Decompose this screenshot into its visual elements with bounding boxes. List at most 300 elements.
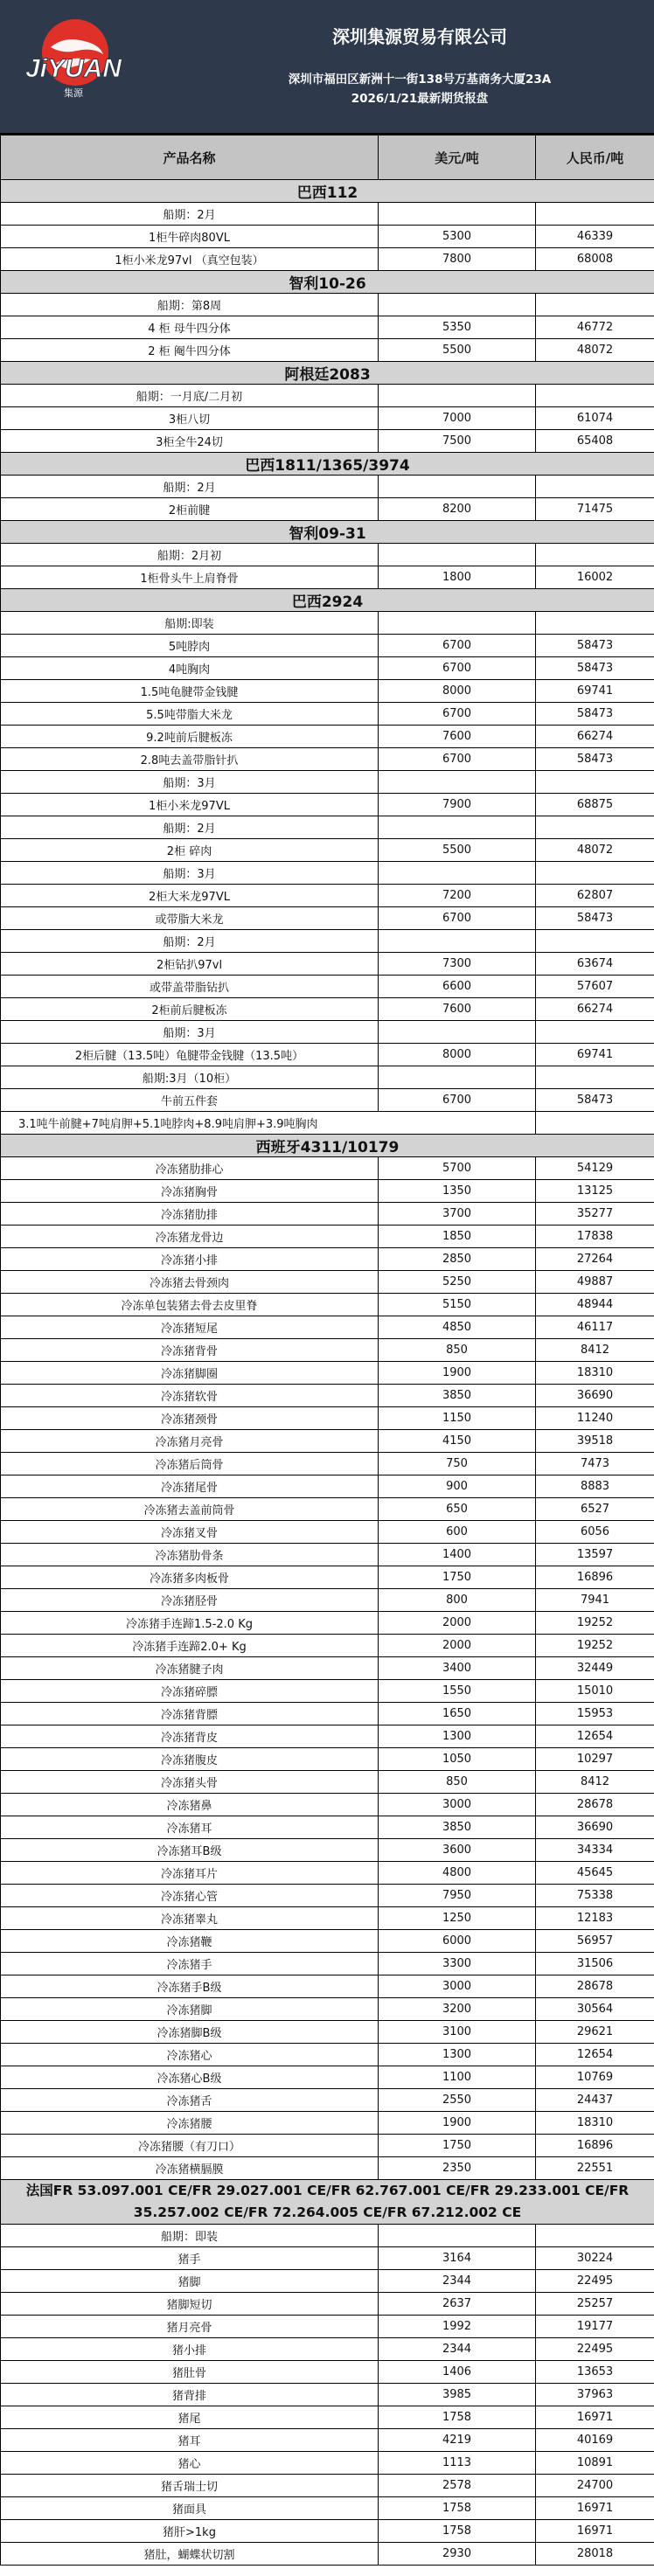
usd-price-cell: 7800	[379, 248, 536, 271]
usd-price-cell: 1750	[379, 1566, 536, 1589]
product-name-cell: 冷冻猪月亮骨	[1, 1430, 379, 1453]
cny-price-cell: 46339	[536, 226, 654, 248]
usd-price-cell: 3164	[379, 2247, 536, 2270]
product-name-cell: 船期：一月底/二月初	[1, 385, 379, 407]
cny-price-cell	[536, 862, 654, 885]
cny-price-cell: 8883	[536, 1475, 654, 1498]
section-header	[1, 362, 654, 385]
cny-price-cell: 15953	[536, 1703, 654, 1725]
product-name-cell: 冷冻猪横膈膜	[1, 2157, 379, 2180]
cny-price-cell: 12183	[536, 1907, 654, 1930]
usd-price-cell: 6700	[379, 635, 536, 657]
price-row	[1, 1521, 654, 1544]
usd-price-cell: 1850	[379, 1226, 536, 1248]
column-header-row	[1, 135, 654, 180]
product-name-cell: 冷冻猪睾丸	[1, 1907, 379, 1930]
price-row	[1, 1544, 654, 1566]
usd-price-cell	[379, 862, 536, 885]
usd-price-cell: 850	[379, 1771, 536, 1794]
product-name-cell: 5.5吨带脂大米龙	[1, 703, 379, 726]
price-row	[1, 294, 654, 316]
cny-price-cell: 7941	[536, 1589, 654, 1612]
section-header	[1, 271, 654, 294]
price-row	[1, 476, 654, 498]
price-row	[1, 1794, 654, 1816]
cny-price-cell	[536, 1021, 654, 1044]
cny-price-cell: 69741	[536, 1044, 654, 1066]
price-row	[1, 316, 654, 339]
usd-price-cell: 1900	[379, 1362, 536, 1385]
price-row	[1, 566, 654, 589]
price-row	[1, 1157, 654, 1180]
price-row	[1, 430, 654, 453]
cny-price-cell	[536, 930, 654, 953]
cny-price-cell: 18310	[536, 1362, 654, 1385]
price-row	[1, 2452, 654, 2475]
logo-wordmark: JiYUAN	[24, 54, 122, 83]
section-title: 智利10-26	[1, 271, 654, 294]
product-name-cell: 2柜钻扒97vl	[1, 953, 379, 976]
product-name-cell: 冷冻猪心B级	[1, 2066, 379, 2089]
cny-price-cell: 28678	[536, 1975, 654, 1998]
price-row	[1, 1816, 654, 1839]
price-row	[1, 1180, 654, 1203]
product-name-cell: 冷冻猪腰（有刀口）	[1, 2135, 379, 2157]
usd-price-cell: 1150	[379, 1407, 536, 1430]
price-row	[1, 2475, 654, 2497]
sheet-header	[0, 0, 654, 135]
price-row	[1, 1475, 654, 1498]
product-name-cell: 猪肝>1kg	[1, 2520, 379, 2543]
usd-price-cell: 3850	[379, 1385, 536, 1407]
product-name-cell: 冷冻猪后筒骨	[1, 1453, 379, 1475]
price-row	[1, 1430, 654, 1453]
usd-price-cell	[379, 816, 536, 839]
cny-price-cell	[536, 476, 654, 498]
product-name-cell: 冷冻猪背皮	[1, 1725, 379, 1748]
product-name-cell: 猪肚，蝴蝶状切割	[1, 2543, 379, 2566]
price-row	[1, 771, 654, 794]
usd-price-cell: 600	[379, 1521, 536, 1544]
cny-price-cell: 68875	[536, 794, 654, 816]
usd-price-cell: 3400	[379, 1657, 536, 1680]
cny-price-cell: 16896	[536, 1566, 654, 1589]
usd-price-cell: 5500	[379, 839, 536, 862]
price-row	[1, 2497, 654, 2520]
product-name-cell: 冷冻猪背骨	[1, 1339, 379, 1362]
price-row	[1, 2089, 654, 2112]
product-name-cell: 4 柜 母牛四分体	[1, 316, 379, 339]
cny-price-cell: 56957	[536, 1930, 654, 1953]
price-row	[1, 2384, 654, 2406]
cny-price-cell: 39518	[536, 1430, 654, 1453]
usd-price-cell	[379, 771, 536, 794]
usd-price-cell	[379, 2225, 536, 2247]
cny-price-cell: 58473	[536, 657, 654, 680]
cny-price-cell: 65408	[536, 430, 654, 453]
cny-price-cell: 29621	[536, 2021, 654, 2044]
usd-price-cell	[379, 385, 536, 407]
usd-price-cell: 4800	[379, 1862, 536, 1885]
product-name-cell: 2 柜 阉牛四分体	[1, 339, 379, 362]
usd-price-cell: 5350	[379, 316, 536, 339]
price-row	[1, 862, 654, 885]
product-name-cell: 2柜 碎肉	[1, 839, 379, 862]
usd-price-cell: 7950	[379, 1885, 536, 1907]
product-name-cell: 冷冻猪小排	[1, 1248, 379, 1271]
price-row	[1, 885, 654, 907]
cny-price-cell: 28018	[536, 2543, 654, 2566]
product-name-cell: 冷冻猪鞭	[1, 1930, 379, 1953]
price-row	[1, 1021, 654, 1044]
product-name-cell: 4吨胸肉	[1, 657, 379, 680]
price-row	[1, 2429, 654, 2452]
usd-price-cell: 3850	[379, 1816, 536, 1839]
price-row	[1, 226, 654, 248]
price-row	[1, 407, 654, 430]
cny-price-cell	[536, 544, 654, 566]
cny-price-cell: 37963	[536, 2384, 654, 2406]
price-row	[1, 1589, 654, 1612]
usd-price-cell	[379, 544, 536, 566]
cny-price-cell: 17838	[536, 1226, 654, 1248]
cny-price-cell: 22495	[536, 2270, 654, 2293]
price-row	[1, 1725, 654, 1748]
cny-price-cell: 12654	[536, 1725, 654, 1748]
product-name-cell: 船期：2月	[1, 816, 379, 839]
section-title: 阿根廷2083	[1, 362, 654, 385]
product-name-cell: 9.2吨前后腱板冻	[1, 726, 379, 748]
cny-price-cell: 58473	[536, 635, 654, 657]
product-name-cell: 冷冻猪尾骨	[1, 1475, 379, 1498]
cny-price-cell: 32449	[536, 1657, 654, 1680]
cny-price-cell: 6056	[536, 1521, 654, 1544]
price-row	[1, 2157, 654, 2180]
product-name-cell: 猪背排	[1, 2384, 379, 2406]
cny-price-cell: 13653	[536, 2361, 654, 2384]
product-name-cell: 船期：3月	[1, 1021, 379, 1044]
price-row	[1, 1294, 654, 1316]
usd-price-cell: 7900	[379, 794, 536, 816]
usd-price-cell: 900	[379, 1475, 536, 1498]
usd-price-cell: 800	[379, 1589, 536, 1612]
cny-price-cell: 11240	[536, 1407, 654, 1430]
cny-price-cell: 15010	[536, 1680, 654, 1703]
cny-price-cell: 68008	[536, 248, 654, 271]
product-name-cell: 船期：2月	[1, 476, 379, 498]
usd-price-cell: 5300	[379, 226, 536, 248]
product-name-cell: 冷冻猪头骨	[1, 1771, 379, 1794]
product-name-cell: 冷冻猪短尾	[1, 1316, 379, 1339]
usd-price-cell: 7200	[379, 885, 536, 907]
cny-price-cell: 28678	[536, 1794, 654, 1816]
cny-price-cell: 19252	[536, 1635, 654, 1657]
cny-price-cell: 31506	[536, 1953, 654, 1975]
price-row	[1, 680, 654, 703]
cny-price-cell: 63674	[536, 953, 654, 976]
usd-price-cell: 750	[379, 1453, 536, 1475]
cny-price-cell	[536, 385, 654, 407]
cny-price-cell: 16971	[536, 2520, 654, 2543]
usd-price-cell: 8000	[379, 680, 536, 703]
price-row	[1, 1566, 654, 1589]
usd-price-cell: 4850	[379, 1316, 536, 1339]
cny-price-cell: 7473	[536, 1453, 654, 1475]
usd-price-cell: 5700	[379, 1157, 536, 1180]
price-row	[1, 2021, 654, 2044]
price-table-body	[1, 180, 654, 2566]
product-name-cell: 冷冻猪手连蹄2.0+ Kg	[1, 1635, 379, 1657]
product-name-cell: 猪月亮骨	[1, 2316, 379, 2338]
price-row	[1, 953, 654, 976]
usd-price-cell: 3300	[379, 1953, 536, 1975]
price-row	[1, 1226, 654, 1248]
product-name-cell: 冷冻猪手B级	[1, 1975, 379, 1998]
product-name-cell: 船期：2月初	[1, 544, 379, 566]
section-header	[1, 453, 654, 476]
cny-price-cell: 13125	[536, 1180, 654, 1203]
price-row	[1, 635, 654, 657]
price-row	[1, 1089, 654, 1112]
product-name-cell: 冷冻猪背膘	[1, 1703, 379, 1725]
usd-price-cell: 6700	[379, 1089, 536, 1112]
section-title: 巴西2924	[1, 589, 654, 612]
product-name-cell: 船期：2月	[1, 930, 379, 953]
company-address: 深圳市福田区新洲十一街138号万基商务大厦23A	[288, 73, 552, 87]
usd-price-cell: 4219	[379, 2429, 536, 2452]
price-row	[1, 1044, 654, 1066]
price-row	[1, 544, 654, 566]
price-row	[1, 1362, 654, 1385]
usd-price-cell: 1992	[379, 2316, 536, 2338]
product-name-cell: 1.5吨龟腱带金钱腱	[1, 680, 379, 703]
usd-price-cell: 2344	[379, 2270, 536, 2293]
section-header	[1, 2180, 654, 2225]
cny-price-cell: 10769	[536, 2066, 654, 2089]
price-row	[1, 1635, 654, 1657]
product-name-cell: 冷冻猪鼻	[1, 1794, 379, 1816]
usd-price-cell: 1350	[379, 1180, 536, 1203]
price-row	[1, 1112, 654, 1135]
price-row	[1, 1612, 654, 1635]
product-name-cell: 冷冻猪龙骨边	[1, 1226, 379, 1248]
cny-price-cell: 10891	[536, 2452, 654, 2475]
cny-price-cell: 57607	[536, 976, 654, 998]
product-name-cell: 冷冻猪胫骨	[1, 1589, 379, 1612]
price-row	[1, 1316, 654, 1339]
product-name-cell: 冷冻猪耳B级	[1, 1839, 379, 1862]
cny-price-cell	[536, 2225, 654, 2247]
cny-price-cell: 48072	[536, 339, 654, 362]
product-name-cell: 2柜前后腱板冻	[1, 998, 379, 1021]
cny-price-cell: 19252	[536, 1612, 654, 1635]
product-name-cell: 船期：3月	[1, 771, 379, 794]
cny-price-cell: 46117	[536, 1316, 654, 1339]
product-name-cell: 船期:即装	[1, 612, 379, 635]
product-name-cell: 猪脚短切	[1, 2293, 379, 2316]
price-row	[1, 816, 654, 839]
cny-price-cell: 13597	[536, 1544, 654, 1566]
product-name-cell: 冷冻猪叉骨	[1, 1521, 379, 1544]
logo-subtext: 集源	[64, 87, 83, 99]
cny-price-cell: 6527	[536, 1498, 654, 1521]
product-name-cell: 冷冻猪心管	[1, 1885, 379, 1907]
product-name-cell: 船期：即装	[1, 2225, 379, 2247]
usd-price-cell: 1100	[379, 2066, 536, 2089]
cny-price-cell: 48072	[536, 839, 654, 862]
cny-price-cell: 8412	[536, 1339, 654, 1362]
usd-price-cell: 5150	[379, 1294, 536, 1316]
cny-price-cell: 35277	[536, 1203, 654, 1226]
usd-price-cell	[379, 930, 536, 953]
usd-price-cell	[379, 294, 536, 316]
usd-price-cell: 6700	[379, 748, 536, 771]
usd-price-cell: 5500	[379, 339, 536, 362]
product-name-cell: 1柜骨头牛上肩脊骨	[1, 566, 379, 589]
usd-price-cell: 8000	[379, 1044, 536, 1066]
product-name-cell: 船期:3月（10柜）	[1, 1066, 379, 1089]
product-name-cell: 冷冻猪舌	[1, 2089, 379, 2112]
price-row	[1, 1839, 654, 1862]
usd-price-cell: 1300	[379, 1725, 536, 1748]
price-row	[1, 1862, 654, 1885]
price-row	[1, 1453, 654, 1475]
section-header	[1, 1135, 654, 1157]
usd-price-cell: 2350	[379, 2157, 536, 2180]
product-name-cell: 3柜八切	[1, 407, 379, 430]
usd-price-cell: 3985	[379, 2384, 536, 2406]
usd-price-cell: 1300	[379, 2044, 536, 2066]
product-name-cell: 冷冻猪去骨颈肉	[1, 1271, 379, 1294]
product-name-cell: 或带脂大米龙	[1, 907, 379, 930]
price-row	[1, 930, 654, 953]
product-name-cell: 3柜全牛24切	[1, 430, 379, 453]
cny-price-cell: 58473	[536, 1089, 654, 1112]
usd-price-cell: 1900	[379, 2112, 536, 2135]
cny-price-cell: 8412	[536, 1771, 654, 1794]
usd-price-cell: 7500	[379, 430, 536, 453]
cny-price-cell: 58473	[536, 748, 654, 771]
price-table	[0, 135, 654, 2566]
product-name-cell: 猪脚	[1, 2270, 379, 2293]
product-name-cell: 冷冻猪多肉板骨	[1, 1566, 379, 1589]
section-title: 西班牙4311/10179	[1, 1135, 654, 1157]
usd-price-cell: 1650	[379, 1703, 536, 1725]
cny-price-cell: 45645	[536, 1862, 654, 1885]
cny-price-cell: 58473	[536, 703, 654, 726]
price-row	[1, 1907, 654, 1930]
usd-price-cell: 6700	[379, 907, 536, 930]
col-usd-per-ton: 美元/吨	[379, 135, 536, 180]
cny-price-cell: 66274	[536, 998, 654, 1021]
price-row	[1, 2135, 654, 2157]
address-block	[201, 70, 638, 108]
product-name-cell: 船期：第8周	[1, 294, 379, 316]
cny-price-cell: 16971	[536, 2497, 654, 2520]
usd-price-cell: 3100	[379, 2021, 536, 2044]
cny-price-cell: 30564	[536, 1998, 654, 2021]
price-row	[1, 1771, 654, 1794]
product-name-cell: 猪手	[1, 2247, 379, 2270]
price-row	[1, 1271, 654, 1294]
usd-price-cell: 6700	[379, 703, 536, 726]
usd-price-cell: 1550	[379, 1680, 536, 1703]
company-name: 深圳集源贸易有限公司	[332, 26, 507, 47]
price-row	[1, 2361, 654, 2384]
usd-price-cell: 2344	[379, 2338, 536, 2361]
price-row	[1, 339, 654, 362]
cny-price-cell: 71475	[536, 498, 654, 521]
price-row	[1, 1930, 654, 1953]
cny-price-cell	[536, 771, 654, 794]
cny-price-cell	[536, 1066, 654, 1089]
price-row	[1, 839, 654, 862]
usd-price-cell: 3000	[379, 1794, 536, 1816]
cny-price-cell	[536, 612, 654, 635]
usd-price-cell: 3000	[379, 1975, 536, 1998]
price-row	[1, 2293, 654, 2316]
product-name-cell: 冷冻猪耳	[1, 1816, 379, 1839]
cny-price-cell: 18310	[536, 2112, 654, 2135]
price-row	[1, 1657, 654, 1680]
usd-price-cell: 1406	[379, 2361, 536, 2384]
price-row	[1, 1339, 654, 1362]
cny-price-cell: 75338	[536, 1885, 654, 1907]
price-row	[1, 1885, 654, 1907]
usd-price-cell: 1750	[379, 2135, 536, 2157]
price-row	[1, 1975, 654, 1998]
price-row	[1, 1680, 654, 1703]
price-row	[1, 2406, 654, 2429]
cny-price-cell: 16002	[536, 566, 654, 589]
cny-price-cell	[536, 816, 654, 839]
price-row	[1, 976, 654, 998]
usd-price-cell: 850	[379, 1339, 536, 1362]
cny-price-cell: 40169	[536, 2429, 654, 2452]
usd-price-cell: 6600	[379, 976, 536, 998]
section-title: 智利09-31	[1, 521, 654, 544]
product-name-cell: 冷冻猪胸骨	[1, 1180, 379, 1203]
section-header	[1, 589, 654, 612]
product-name-cell: 猪心	[1, 2452, 379, 2475]
cny-price-cell: 16971	[536, 2406, 654, 2429]
product-name-cell: 冷冻猪肋排	[1, 1203, 379, 1226]
usd-price-cell: 7600	[379, 726, 536, 748]
section-title: 法国FR 53.097.001 CE/FR 29.027.001 CE/FR 62.767.001 CE/FR 29.233.001 CE/FR 35.257.002 CE/FR 72.264.005 CE/FR 67.212.002 CE	[1, 2180, 654, 2225]
product-name-cell: 猪舌瑞士切	[1, 2475, 379, 2497]
usd-price-cell: 1800	[379, 566, 536, 589]
cny-price-cell: 24437	[536, 2089, 654, 2112]
usd-price-cell: 2850	[379, 1248, 536, 1271]
price-row	[1, 1953, 654, 1975]
cny-price-cell: 24700	[536, 2475, 654, 2497]
product-name-cell: 冷冻猪脚B级	[1, 2021, 379, 2044]
price-row	[1, 2338, 654, 2361]
product-name-cell: 冷冻猪腱子肉	[1, 1657, 379, 1680]
cny-price-cell: 10297	[536, 1748, 654, 1771]
price-row	[1, 1385, 654, 1407]
usd-price-cell: 2000	[379, 1612, 536, 1635]
usd-price-cell: 1758	[379, 2497, 536, 2520]
usd-price-cell: 7600	[379, 998, 536, 1021]
cny-price-cell: 19177	[536, 2316, 654, 2338]
usd-price-cell: 3700	[379, 1203, 536, 1226]
price-row	[1, 1498, 654, 1521]
usd-price-cell	[379, 612, 536, 635]
cny-price-cell: 54129	[536, 1157, 654, 1180]
product-name-cell: 冷冻猪手连蹄1.5-2.0 Kg	[1, 1612, 379, 1635]
price-row	[1, 203, 654, 226]
